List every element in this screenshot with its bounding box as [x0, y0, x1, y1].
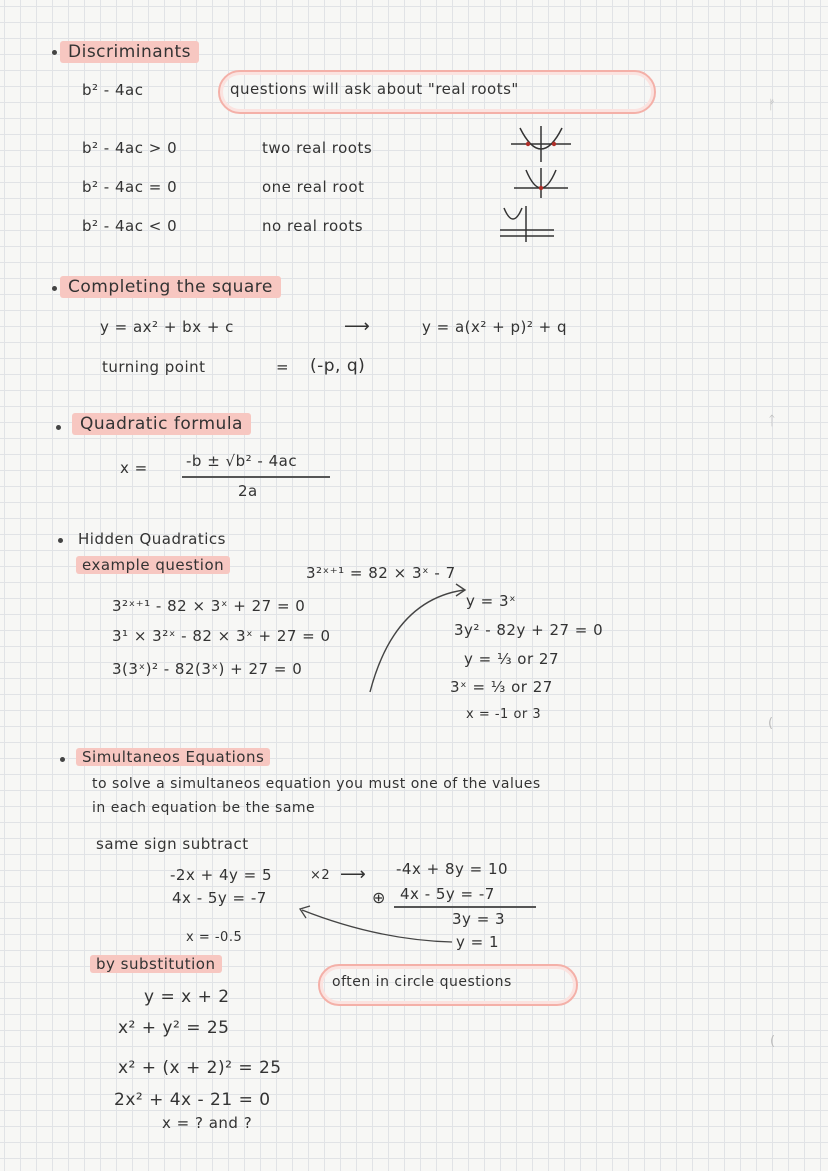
disc-cond-3: b² - 4ac < 0: [82, 217, 178, 235]
work-left-line-2: 3¹ × 3²ˣ - 82 × 3ˣ + 27 = 0: [112, 627, 331, 645]
x-result: x = -0.5: [186, 930, 243, 945]
formula-numerator: -b ± √b² - 4ac: [186, 452, 298, 470]
formula-denominator: 2a: [238, 482, 258, 500]
bullet-simultaneous: [60, 757, 65, 762]
back-arrow-icon: [288, 900, 458, 950]
disc-meaning-2: one real root: [262, 178, 365, 196]
heading-hidden-quadratics: Hidden Quadratics: [78, 530, 226, 548]
formula-lhs: x =: [120, 459, 148, 477]
bullet-completing: [52, 286, 57, 291]
parabola-two-roots-icon: [506, 124, 576, 164]
same-sign-rule: same sign subtract: [96, 835, 249, 853]
binder-mark-1: ᚠ: [768, 98, 777, 113]
multiply-by-two: ×2: [310, 868, 331, 883]
sub-line-1: y = x + 2: [144, 987, 230, 1007]
real-roots-note: questions will ask about "real roots": [230, 80, 519, 98]
circle-questions-note: often in circle questions: [332, 974, 512, 990]
heading-completing-square: Completing the square: [60, 277, 281, 297]
binder-mark-2: ᛏ: [768, 414, 777, 429]
sub-line-5: x = ? and ?: [162, 1114, 253, 1132]
equation-2: 4x - 5y = -7: [172, 889, 267, 907]
arrow-to-completed: ⟶: [344, 316, 371, 337]
binder-mark-3: (: [768, 716, 774, 731]
sub-line-3: x² + (x + 2)² = 25: [118, 1058, 282, 1078]
arrow-to-scaled: ⟶: [340, 864, 367, 885]
turning-point-label: turning point: [102, 358, 206, 376]
example-question: 3²ˣ⁺¹ = 82 × 3ˣ - 7: [306, 564, 456, 582]
turning-point-value: (-p, q): [310, 356, 366, 376]
bullet-discriminants: [52, 50, 57, 55]
disc-meaning-3: no real roots: [262, 217, 364, 235]
heading-discriminants: Discriminants: [60, 42, 199, 62]
completed-form: y = a(x² + p)² + q: [422, 318, 568, 336]
sub-line-4: 2x² + 4x - 21 = 0: [114, 1090, 271, 1110]
scaled-equation-2: 4x - 5y = -7: [400, 885, 495, 903]
bullet-hidden-quadratics: [58, 538, 63, 543]
general-quadratic: y = ax² + bx + c: [100, 318, 234, 336]
equation-1: -2x + 4y = 5: [170, 866, 273, 884]
substitution-heading: by substitution: [90, 955, 222, 973]
bullet-quadratic-formula: [56, 425, 61, 430]
binder-mark-4: (: [770, 1034, 776, 1049]
work-left-line-1: 3²ˣ⁺¹ - 82 × 3ˣ + 27 = 0: [112, 597, 306, 615]
y-result: y = 1: [456, 933, 500, 951]
heading-quadratic-formula: Quadratic formula: [72, 414, 251, 434]
formula-fraction-bar: [182, 476, 330, 478]
disc-cond-1: b² - 4ac > 0: [82, 139, 178, 157]
disc-meaning-1: two real roots: [262, 139, 373, 157]
disc-cond-2: b² - 4ac = 0: [82, 178, 178, 196]
plus-circle-icon: ⊕: [372, 888, 386, 907]
parabola-one-root-icon: [506, 166, 576, 200]
discriminant-formula: b² - 4ac: [82, 81, 144, 99]
heading-simultaneous: Simultaneos Equations: [76, 748, 270, 766]
work-right-line-1: y = 3ˣ: [466, 592, 517, 610]
work-right-line-2: 3y² - 82y + 27 = 0: [454, 621, 604, 639]
simultaneous-intro-2: in each equation be the same: [92, 800, 316, 816]
work-right-line-5: x = -1 or 3: [466, 707, 542, 722]
simultaneous-intro-1: to solve a simultaneos equation you must one of the values: [92, 776, 541, 792]
turning-point-equals: =: [276, 358, 290, 376]
parabola-no-roots-icon: [496, 204, 566, 244]
sub-line-2: x² + y² = 25: [118, 1018, 230, 1038]
sum-result: 3y = 3: [452, 910, 506, 928]
scaled-equation-1: -4x + 8y = 10: [396, 860, 509, 878]
example-question-label: example question: [76, 556, 230, 574]
work-right-line-4: 3ˣ = ⅓ or 27: [450, 678, 553, 696]
work-left-line-3: 3(3ˣ)² - 82(3ˣ) + 27 = 0: [112, 660, 303, 678]
work-right-line-3: y = ⅓ or 27: [464, 650, 559, 668]
